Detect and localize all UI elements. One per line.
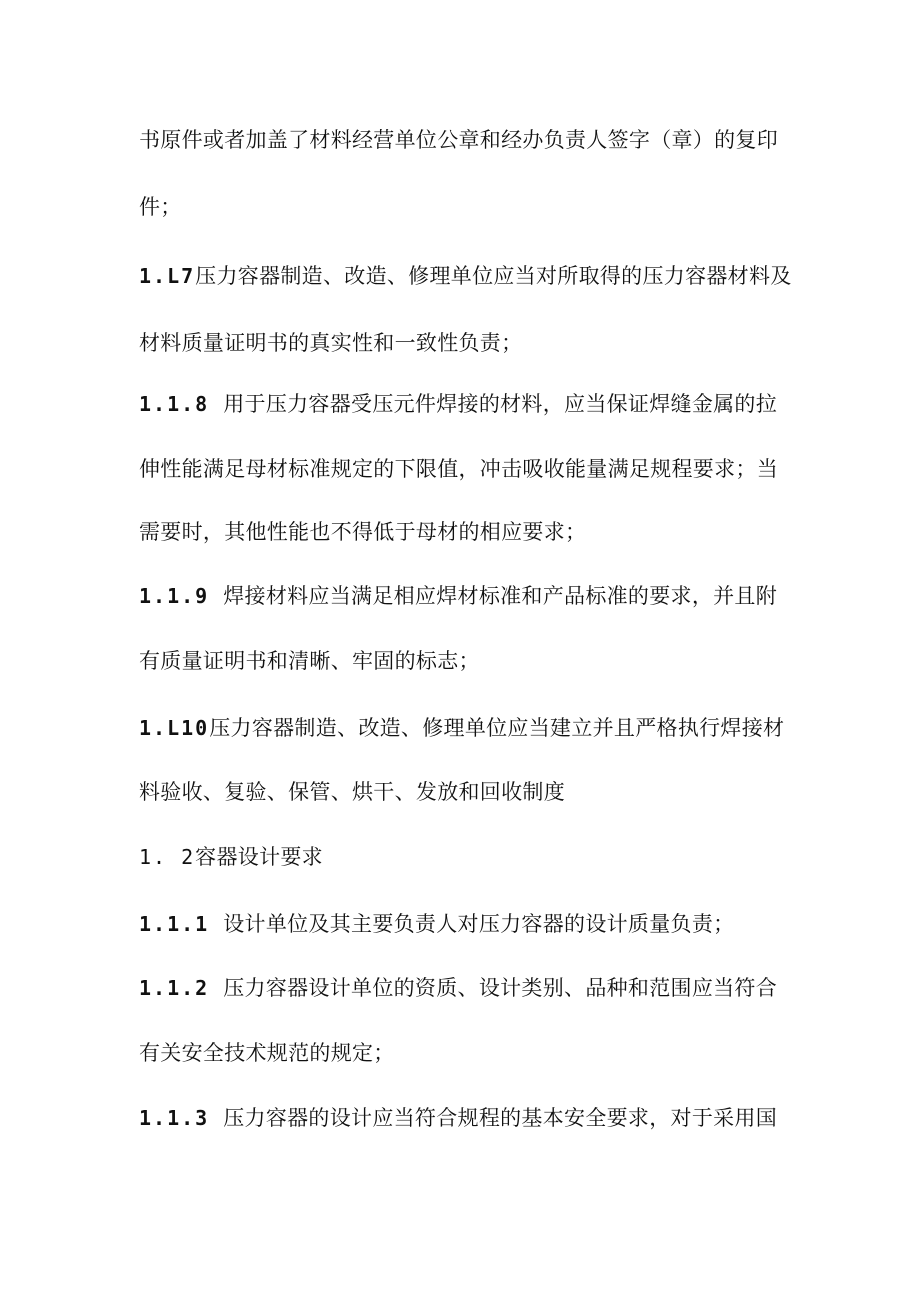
- text-line: [139, 1039, 799, 1067]
- clause-line: [139, 974, 799, 1002]
- clause-line: [139, 910, 799, 938]
- clause-line: [139, 1104, 799, 1132]
- text-line: [139, 518, 799, 546]
- line-text: 压力容器制造、改造、修理单位应当对所取得的压力容器材料及: [195, 264, 792, 288]
- line-text: 书原件或者加盖了材料经营单位公章和经办负责人签字（章）的复印: [139, 128, 778, 152]
- clause-line: [139, 714, 799, 742]
- line-text: 伸性能满足母材标准规定的下限值，冲击吸收能量满足规程要求；当: [139, 457, 778, 481]
- clause-line: [139, 582, 799, 610]
- line-text: 压力容器设计单位的资质、设计类别、品种和范围应当符合: [223, 976, 778, 1000]
- section-number: 1. 2: [139, 845, 196, 869]
- line-text: 有关安全技术规范的规定；: [139, 1041, 395, 1065]
- text-line: [139, 647, 799, 675]
- line-text: 材料质量证明书的真实性和一致性负责；: [139, 331, 523, 355]
- clause-line: [139, 390, 799, 418]
- clause-number: 1.1.2: [139, 976, 210, 1000]
- line-text: 设计单位及其主要负责人对压力容器的设计质量负责；: [223, 912, 735, 936]
- section-title: 容器设计要求: [195, 845, 323, 869]
- text-line: [139, 193, 799, 221]
- clause-number: 1.1.8: [139, 392, 210, 416]
- text-line: [139, 778, 799, 806]
- line-text: 有质量证明书和清晰、牢固的标志；: [139, 649, 480, 673]
- text-line: [139, 126, 799, 154]
- line-text: 压力容器的设计应当符合规程的基本安全要求，对于采用国: [223, 1106, 778, 1130]
- line-text: 需要时，其他性能也不得低于母材的相应要求；: [139, 520, 587, 544]
- clause-number: 1.L7: [139, 264, 196, 288]
- clause-line: [139, 262, 799, 290]
- line-text: 料验收、复验、保管、烘干、发放和回收制度: [139, 780, 565, 804]
- clause-number: 1.1.9: [139, 584, 210, 608]
- section-heading: [139, 843, 799, 871]
- clause-number: 1.1.1: [139, 912, 210, 936]
- line-text: 焊接材料应当满足相应焊材标准和产品标准的要求，并且附: [223, 584, 778, 608]
- line-text: 用于压力容器受压元件焊接的材料，应当保证焊缝金属的拉: [223, 392, 778, 416]
- text-line: [139, 455, 799, 483]
- clause-number: 1.L10: [139, 716, 210, 740]
- line-text: 压力容器制造、改造、修理单位应当建立并且严格执行焊接材: [209, 716, 785, 740]
- clause-number: 1.1.3: [139, 1106, 210, 1130]
- text-line: [139, 329, 799, 357]
- line-text: 件；: [139, 195, 182, 219]
